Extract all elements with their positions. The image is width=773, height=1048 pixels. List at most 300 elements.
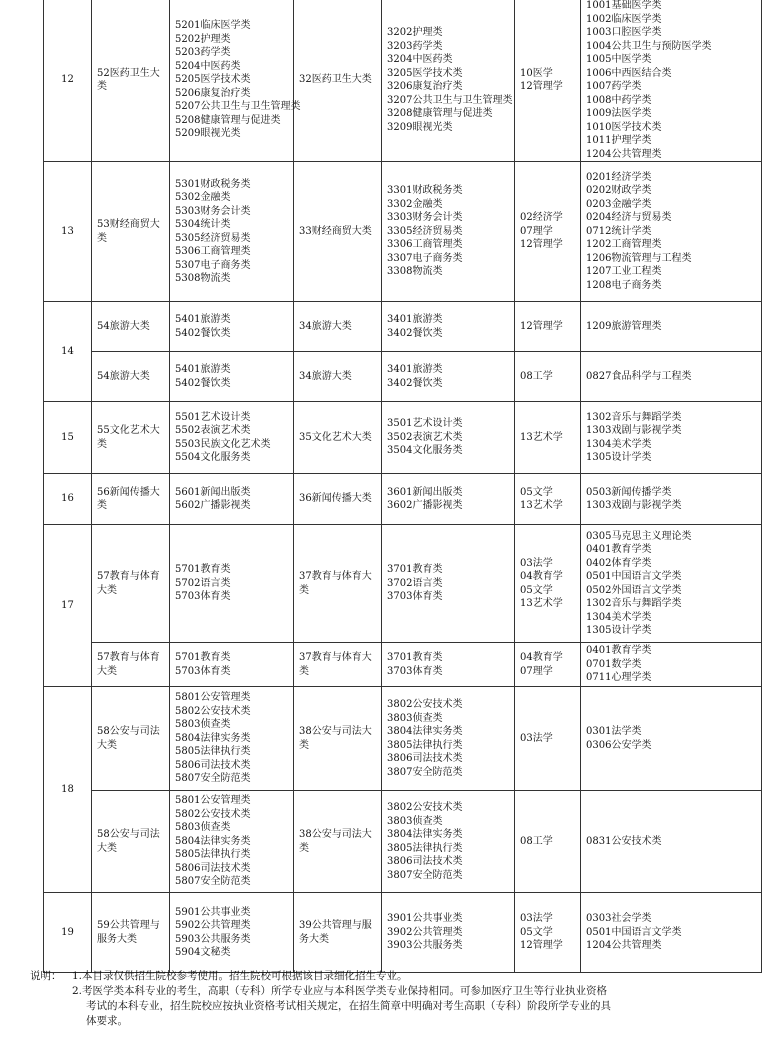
list-item: 3902公共管理类 xyxy=(387,926,463,938)
list-item: 13艺术学 xyxy=(520,431,563,443)
list-item: 3806司法技术类 xyxy=(387,856,463,867)
ug-majors-list xyxy=(586,912,756,953)
list-item: 3203药学类 xyxy=(387,40,443,52)
list-item: 0827食品科学与工程类 xyxy=(586,370,692,382)
hv-majors xyxy=(170,791,294,893)
ug-disciplines-list xyxy=(520,211,575,252)
list-item: 03法学 xyxy=(520,913,553,925)
group-number-text: 16 xyxy=(61,493,74,505)
list-item: 3802公安技术类 xyxy=(387,802,463,813)
ug-disciplines-list xyxy=(520,732,575,746)
hv-category xyxy=(92,352,170,402)
ug-disciplines-list xyxy=(520,912,575,953)
list-item: 1010医学技术类 xyxy=(586,121,662,133)
list-item: 3702语言类 xyxy=(387,577,443,589)
list-item: 0503新闻传播学类 xyxy=(586,486,672,498)
hv-category-text: 54旅游大类 xyxy=(97,320,150,332)
hv-majors xyxy=(170,402,294,474)
jc-category-text: 34旅游大类 xyxy=(299,320,352,332)
hv-majors xyxy=(170,687,294,791)
ug-disciplines-list xyxy=(520,651,575,678)
list-item: 12管理学 xyxy=(520,320,563,332)
catalog-body xyxy=(44,0,762,973)
list-item: 5204中医药类 xyxy=(175,60,241,72)
list-item: 5904文秘类 xyxy=(175,947,231,958)
list-item: 3805法律执行类 xyxy=(387,739,463,751)
list-item: 12管理学 xyxy=(520,239,563,251)
list-item: 3202护理类 xyxy=(387,27,443,38)
jc-category-text: 34旅游大类 xyxy=(299,370,352,382)
jc-category xyxy=(294,791,382,893)
hv-majors-list xyxy=(175,363,288,390)
group-number-text: 13 xyxy=(61,225,74,237)
list-item: 3803侦查类 xyxy=(387,815,443,827)
list-item: 04教育学 xyxy=(520,652,563,663)
list-item: 0204经济与贸易类 xyxy=(586,212,672,224)
list-item: 3601新闻出版类 xyxy=(387,486,463,498)
ug-disciplines xyxy=(515,687,581,791)
jc-category xyxy=(294,352,382,402)
list-item: 5401旅游类 xyxy=(175,364,231,375)
jc-majors xyxy=(382,162,515,302)
ug-disciplines-list xyxy=(520,557,575,611)
list-item: 3303财务会计类 xyxy=(387,212,463,224)
list-item: 0401教育学类 xyxy=(586,544,652,555)
jc-majors xyxy=(382,525,515,643)
ug-disciplines-list xyxy=(520,431,575,445)
hv-majors-list xyxy=(175,794,288,889)
list-item: 1207工业工程类 xyxy=(586,266,662,278)
list-item: 1011护理学类 xyxy=(586,135,652,146)
list-item: 0501中国语言文学类 xyxy=(586,926,682,938)
table-row xyxy=(44,402,762,474)
jc-category xyxy=(294,0,382,162)
list-item: 3307电子商务类 xyxy=(387,252,463,264)
table-row xyxy=(44,162,762,302)
list-item: 5201临床医学类 xyxy=(175,20,251,32)
ug-majors xyxy=(581,162,762,302)
list-item: 08工学 xyxy=(520,370,553,382)
ug-majors-list xyxy=(586,644,756,685)
list-item: 5501艺术设计类 xyxy=(175,411,251,423)
list-item: 0301法学类 xyxy=(586,726,642,737)
list-item: 5807安全防范类 xyxy=(175,876,251,888)
hv-majors xyxy=(170,643,294,687)
jc-category xyxy=(294,474,382,525)
hv-majors xyxy=(170,525,294,643)
list-item: 07理学 xyxy=(520,665,553,677)
group-number xyxy=(44,0,92,162)
note-2-line-3: 体要求。 xyxy=(86,1015,128,1027)
list-item: 1208电子商务类 xyxy=(586,279,662,291)
ug-majors xyxy=(581,352,762,402)
list-item: 1204公共管理类 xyxy=(586,148,662,160)
list-item: 1209旅游管理类 xyxy=(586,320,662,332)
list-item: 3206康复治疗类 xyxy=(387,81,463,92)
jc-category xyxy=(294,893,382,973)
ug-disciplines xyxy=(515,791,581,893)
list-item: 1008中药学类 xyxy=(586,94,652,106)
table-row xyxy=(44,893,762,973)
list-item: 1302音乐与舞蹈学类 xyxy=(586,598,682,609)
jc-category xyxy=(294,643,382,687)
list-item: 3807安全防范类 xyxy=(387,869,463,881)
ug-disciplines xyxy=(515,352,581,402)
table-row xyxy=(44,643,762,687)
list-item: 5206康复治疗类 xyxy=(175,87,251,99)
ug-majors-list xyxy=(586,370,756,384)
hv-majors-list xyxy=(175,906,288,960)
hv-category-text: 57教育与体育大类 xyxy=(97,652,160,677)
list-item: 0711心理学类 xyxy=(586,672,652,684)
jc-majors xyxy=(382,474,515,525)
ug-majors xyxy=(581,0,762,162)
list-item: 0712统计学类 xyxy=(586,225,652,237)
jc-majors xyxy=(382,0,515,162)
hv-majors xyxy=(170,0,301,162)
ug-majors-list xyxy=(586,320,756,334)
list-item: 5807安全防范类 xyxy=(175,773,251,785)
jc-majors-list xyxy=(387,363,509,390)
list-item: 1305设计学类 xyxy=(586,452,652,463)
ug-disciplines-list xyxy=(520,320,575,334)
ug-disciplines xyxy=(515,474,581,525)
notes-section xyxy=(30,969,740,1029)
ug-majors xyxy=(581,687,762,791)
hv-category-text: 53财经商贸大类 xyxy=(97,219,160,244)
list-item: 03法学 xyxy=(520,557,553,569)
list-item: 03法学 xyxy=(520,732,553,744)
group-number xyxy=(44,687,92,893)
list-item: 0401教育学类 xyxy=(586,645,652,657)
list-item: 5305经济贸易类 xyxy=(175,232,251,244)
list-item: 1302音乐与舞蹈学类 xyxy=(586,411,682,423)
list-item: 5307电子商务类 xyxy=(175,259,251,271)
list-item: 5504文化服务类 xyxy=(175,452,251,463)
list-item: 1202工商管理类 xyxy=(586,239,662,251)
list-item: 07理学 xyxy=(520,225,553,237)
jc-majors-list xyxy=(387,698,509,779)
ug-majors-list xyxy=(586,725,756,752)
hv-category xyxy=(92,893,170,973)
jc-majors-list xyxy=(387,417,509,458)
list-item: 5702语言类 xyxy=(175,577,231,589)
ug-majors-list xyxy=(586,411,756,465)
list-item: 3301财政税务类 xyxy=(387,185,463,197)
list-item: 5701教育类 xyxy=(175,652,231,663)
list-item: 1007药学类 xyxy=(586,81,642,92)
list-item: 5602广播影视类 xyxy=(175,500,251,511)
table-row xyxy=(44,352,762,402)
table-row xyxy=(44,474,762,525)
list-item: 5806司法技术类 xyxy=(175,759,251,771)
jc-majors-list xyxy=(387,184,509,279)
hv-category xyxy=(92,791,170,893)
list-item: 1206物流管理与工程类 xyxy=(586,252,692,264)
ug-majors xyxy=(581,302,762,352)
ug-disciplines xyxy=(515,525,581,643)
list-item: 1004公共卫生与预防医学类 xyxy=(586,40,712,52)
list-item: 5802公安技术类 xyxy=(175,808,251,820)
list-item: 5701教育类 xyxy=(175,564,231,576)
list-item: 0701数学类 xyxy=(586,658,642,670)
hv-category-text: 56新闻传播大类 xyxy=(97,486,160,511)
list-item: 1009法医学类 xyxy=(586,108,652,119)
list-item: 5209眼视光类 xyxy=(175,128,241,140)
jc-majors xyxy=(382,352,515,402)
list-item: 5207公共卫生与卫生管理类 xyxy=(175,101,301,113)
group-number xyxy=(44,402,92,474)
jc-majors-list xyxy=(387,801,509,882)
table-row xyxy=(44,0,762,162)
list-item: 5902公共管理类 xyxy=(175,920,251,931)
ug-majors-list xyxy=(586,835,756,849)
table-row xyxy=(44,791,762,893)
jc-majors xyxy=(382,791,515,893)
list-item: 5308物流类 xyxy=(175,273,231,284)
jc-majors xyxy=(382,893,515,973)
hv-majors xyxy=(170,302,294,352)
group-number-text: 19 xyxy=(61,926,74,938)
hv-category-text: 52医药卫生大类 xyxy=(97,67,160,92)
group-number xyxy=(44,893,92,973)
list-item: 3208健康管理与促进类 xyxy=(387,108,493,119)
list-item: 5703体育类 xyxy=(175,665,231,677)
list-item: 3402餐饮类 xyxy=(387,377,443,389)
list-item: 5805法律执行类 xyxy=(175,849,251,861)
list-item: 0501中国语言文学类 xyxy=(586,571,682,582)
list-item: 12管理学 xyxy=(520,940,563,952)
hv-majors-list xyxy=(175,651,288,678)
jc-category-text: 32医药卫生大类 xyxy=(299,74,372,86)
ug-majors-list xyxy=(586,530,756,638)
list-item: 0402体育学类 xyxy=(586,557,652,569)
list-item: 3504文化服务类 xyxy=(387,445,463,457)
table-row xyxy=(44,525,762,643)
list-item: 1005中医学类 xyxy=(586,54,652,65)
jc-majors-list xyxy=(387,486,509,513)
list-item: 0303社会学类 xyxy=(586,913,652,925)
list-item: 3305经济贸易类 xyxy=(387,225,463,237)
ug-disciplines xyxy=(515,0,581,162)
list-item: 5202护理类 xyxy=(175,33,231,45)
ug-majors xyxy=(581,474,762,525)
list-item: 5803侦查类 xyxy=(175,719,231,731)
ug-majors xyxy=(581,791,762,893)
jc-category-text: 36新闻传播大类 xyxy=(299,493,372,505)
list-item: 3205医学技术类 xyxy=(387,67,463,79)
list-item: 0201经济学类 xyxy=(586,171,652,183)
group-number xyxy=(44,302,92,402)
list-item: 5503民族文化艺术类 xyxy=(175,438,271,450)
list-item: 13艺术学 xyxy=(520,500,563,511)
list-item: 3209眼视光类 xyxy=(387,121,453,133)
group-number-text: 17 xyxy=(61,599,74,611)
table-row xyxy=(44,687,762,791)
list-item: 3401旅游类 xyxy=(387,314,443,325)
hv-majors xyxy=(170,474,294,525)
list-item: 1304美术学类 xyxy=(586,438,652,450)
group-number xyxy=(44,162,92,302)
group-number xyxy=(44,474,92,525)
hv-category-text: 58公安与司法大类 xyxy=(97,829,160,854)
list-item: 1304美术学类 xyxy=(586,611,652,623)
ug-majors xyxy=(581,643,762,687)
list-item: 3703体育类 xyxy=(387,665,443,677)
list-item: 10医学 xyxy=(520,67,553,79)
jc-category xyxy=(294,687,382,791)
note-2-line-2: 考试的本科专业，招生院校应按执业资格考试相关规定，在招生简章中明确对考生高职（专科）阶段所学专业的具 xyxy=(86,1000,611,1012)
ug-disciplines xyxy=(515,302,581,352)
list-item: 1303戏剧与影视学类 xyxy=(586,500,682,511)
hv-category-text: 54旅游大类 xyxy=(97,370,150,382)
ug-majors xyxy=(581,893,762,973)
list-item: 3701教育类 xyxy=(387,652,443,663)
jc-majors xyxy=(382,402,515,474)
list-item: 5301财政税务类 xyxy=(175,178,251,190)
jc-category-text: 38公安与司法大类 xyxy=(299,726,372,751)
list-item: 5903公共服务类 xyxy=(175,933,251,945)
hv-majors-list xyxy=(175,691,288,786)
list-item: 3806司法技术类 xyxy=(387,753,463,764)
jc-category xyxy=(294,302,382,352)
list-item: 0306公安学类 xyxy=(586,739,652,751)
note-2 xyxy=(30,984,740,1029)
list-item: 5306工商管理类 xyxy=(175,246,251,257)
list-item: 1303戏剧与影视学类 xyxy=(586,425,682,436)
list-item: 5801公安管理类 xyxy=(175,692,251,704)
list-item: 1001基础医学类 xyxy=(586,0,662,11)
group-number-text: 12 xyxy=(61,74,74,86)
list-item: 3207公共卫生与卫生管理类 xyxy=(387,94,513,106)
list-item: 05文学 xyxy=(520,926,553,938)
list-item: 0203金融学类 xyxy=(586,198,652,210)
list-item: 05文学 xyxy=(520,584,553,596)
hv-category xyxy=(92,643,170,687)
jc-category-text: 39公共管理与服务大类 xyxy=(299,920,372,945)
list-item: 13艺术学 xyxy=(520,598,563,609)
ug-disciplines-list xyxy=(520,835,575,849)
list-item: 3401旅游类 xyxy=(387,364,443,375)
list-item: 3306工商管理类 xyxy=(387,239,463,251)
list-item: 1006中西医结合类 xyxy=(586,67,672,79)
hv-category-text: 57教育与体育大类 xyxy=(97,571,160,596)
hv-category xyxy=(92,525,170,643)
list-item: 3805法律执行类 xyxy=(387,842,463,854)
jc-category xyxy=(294,525,382,643)
ug-majors xyxy=(581,402,762,474)
jc-category-text: 38公安与司法大类 xyxy=(299,829,372,854)
ug-disciplines-list xyxy=(520,370,575,384)
jc-majors-list xyxy=(387,313,509,340)
hv-category-text: 59公共管理与服务大类 xyxy=(97,920,160,945)
hv-category-text: 58公安与司法大类 xyxy=(97,726,160,751)
ug-majors-list xyxy=(586,486,756,513)
list-item: 3302金融类 xyxy=(387,198,443,210)
jc-majors-list xyxy=(387,563,509,604)
ug-disciplines-list xyxy=(520,67,575,94)
jc-majors xyxy=(382,687,515,791)
list-item: 5304统计类 xyxy=(175,219,231,230)
list-item: 5806司法技术类 xyxy=(175,862,251,874)
list-item: 5804法律实务类 xyxy=(175,835,251,847)
jc-majors-list xyxy=(387,912,509,953)
hv-majors-list xyxy=(175,486,288,513)
jc-category-text: 35文化艺术大类 xyxy=(299,431,372,443)
ug-majors xyxy=(581,525,762,643)
hv-category xyxy=(92,402,170,474)
ug-majors-list xyxy=(586,0,756,161)
list-item: 3804法律实务类 xyxy=(387,829,463,840)
hv-category xyxy=(92,0,170,162)
list-item: 3803侦查类 xyxy=(387,712,443,724)
list-item: 5402餐饮类 xyxy=(175,327,231,339)
list-item: 04教育学 xyxy=(520,571,563,582)
jc-majors xyxy=(382,302,515,352)
list-item: 02经济学 xyxy=(520,212,563,224)
list-item: 3308物流类 xyxy=(387,266,443,278)
list-item: 3204中医药类 xyxy=(387,54,453,65)
group-number-text: 14 xyxy=(61,345,74,357)
list-item: 5703体育类 xyxy=(175,591,231,603)
hv-category-text: 55文化艺术大类 xyxy=(97,425,160,450)
group-number xyxy=(44,525,92,687)
list-item: 0831公安技术类 xyxy=(586,835,662,847)
list-item: 5502表演艺术类 xyxy=(175,425,251,436)
list-item: 3502表演艺术类 xyxy=(387,431,463,443)
list-item: 5805法律执行类 xyxy=(175,746,251,758)
list-item: 5901公共事业类 xyxy=(175,906,251,918)
list-item: 3701教育类 xyxy=(387,564,443,576)
list-item: 3807安全防范类 xyxy=(387,766,463,778)
major-catalog-table xyxy=(43,0,762,973)
list-item: 3501艺术设计类 xyxy=(387,418,463,430)
jc-majors-list xyxy=(387,26,513,134)
ug-disciplines-list xyxy=(520,486,575,513)
list-item: 05文学 xyxy=(520,486,553,498)
list-item: 08工学 xyxy=(520,835,553,847)
hv-category xyxy=(92,302,170,352)
list-item: 1204公共管理类 xyxy=(586,940,662,952)
jc-majors-list xyxy=(387,651,509,678)
list-item: 5302金融类 xyxy=(175,192,231,203)
hv-majors xyxy=(170,162,294,302)
list-item: 0202财政学类 xyxy=(586,185,652,197)
hv-category xyxy=(92,687,170,791)
hv-majors xyxy=(170,893,294,973)
list-item: 5303财务会计类 xyxy=(175,205,251,217)
jc-category-text: 37教育与体育大类 xyxy=(299,571,372,596)
notes-label: 说明： xyxy=(30,970,62,982)
list-item: 1002临床医学类 xyxy=(586,13,662,25)
list-item: 3602广播影视类 xyxy=(387,500,463,511)
note-1: 1.本目录仅供招生院校参考使用。招生院校可根据该目录细化招生专业。 xyxy=(72,970,408,982)
ug-disciplines xyxy=(515,162,581,302)
list-item: 1305设计学类 xyxy=(586,625,652,636)
hv-majors xyxy=(170,352,294,402)
jc-category-text: 37教育与体育大类 xyxy=(299,652,372,677)
list-item: 3802公安技术类 xyxy=(387,699,463,710)
list-item: 3804法律实务类 xyxy=(387,726,463,737)
list-item: 5205医学技术类 xyxy=(175,74,251,86)
hv-majors-list xyxy=(175,19,301,141)
list-item: 12管理学 xyxy=(520,81,563,92)
hv-majors-list xyxy=(175,178,288,286)
hv-category xyxy=(92,162,170,302)
list-item: 5804法律实务类 xyxy=(175,732,251,744)
list-item: 5801公安管理类 xyxy=(175,795,251,807)
note-2-line-1: 2.考医学类本科专业的考生，高职（专科）所学专业应与本科医学类专业保持相同。可参加医疗卫生等行业执业资格 xyxy=(72,985,608,997)
